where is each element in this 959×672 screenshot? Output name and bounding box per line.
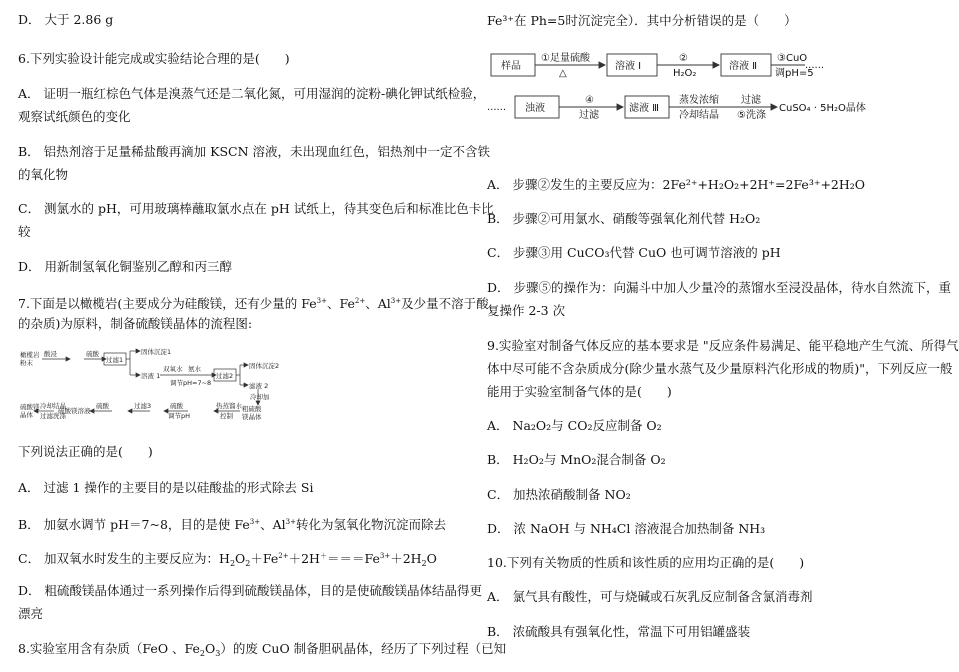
q7b-part2: 、Al bbox=[260, 517, 286, 532]
q9-option-a: A． Na₂O₂与 CO₂反应制备 O₂ bbox=[487, 418, 662, 433]
flow7-step-acid: 酸浸 bbox=[44, 350, 57, 358]
flow8-evap: 蒸发浓缩 bbox=[679, 95, 719, 106]
flow7-step-filter2: 过滤2 bbox=[216, 372, 234, 380]
q8-option-c: C． 步骤③用 CuCO₃代替 CuO 也可调节溶液的 pH bbox=[487, 245, 781, 260]
flow8-step4: ④ bbox=[585, 95, 594, 106]
q9-option-b: B． H₂O₂与 MnO₂混合制备 O₂ bbox=[487, 452, 666, 467]
q6-stem: 6.下列实验设计能完成或实验结论合理的是( ) bbox=[18, 51, 290, 66]
q9-stem-line1: 9.实验室对制备气体反应的基本要求是 "反应条件易满足、能平稳地产生气流、所得气 bbox=[487, 338, 959, 353]
sup-al3: 3+ bbox=[390, 297, 402, 305]
flow7-filtrate1: 溶液 1 bbox=[141, 372, 161, 380]
flow7-product-1: 硫酸镁 bbox=[20, 403, 40, 411]
flow7-adjust-ph: 调节pH=7~8 bbox=[170, 379, 212, 387]
flow7-hot-water: 热蒸馏水 bbox=[216, 402, 242, 410]
flow8-cool: 冷却结晶 bbox=[679, 110, 719, 121]
q7c-sub2: 2 bbox=[245, 559, 251, 568]
flow7-solid2: 固体沉淀2 bbox=[249, 362, 280, 370]
q7c-sup-fe2: 2+ bbox=[278, 552, 289, 560]
q9-stem-line3: 能用于实验室制备气体的是( ) bbox=[487, 384, 672, 399]
flow7-adjust-ph2: 调节pH bbox=[168, 412, 191, 420]
flow7-step-filter3: 过滤3 bbox=[134, 402, 152, 410]
flow7-cool-cryst: 冷却结晶 bbox=[40, 402, 66, 410]
q6-option-b-line2: 的氧化物 bbox=[18, 167, 69, 182]
flow7-step-filter1: 过滤1 bbox=[106, 356, 124, 364]
flow7-control: 控制 bbox=[220, 412, 233, 420]
q8-stem-sub1: 2 bbox=[199, 649, 206, 658]
flow7-raw-2: 粉末 bbox=[20, 359, 33, 367]
q7c-part6: ＋2H bbox=[390, 551, 422, 566]
q7-stem-part1: 7.下面是以橄榄岩(主要成分为硅酸镁，还有少量的 Fe bbox=[18, 296, 317, 311]
q7-option-d-line2: 漂亮 bbox=[18, 606, 44, 621]
q7b-part3: 转化为氢氧化物沉淀而除去 bbox=[295, 517, 446, 532]
flow8-precip: 浊液 bbox=[525, 103, 545, 114]
q7c-sup-h: ＋ bbox=[319, 552, 327, 560]
q6-option-a-line2: 观察试纸颜色的变化 bbox=[18, 109, 131, 124]
q7b-part1: B． 加氨水调节 pH＝7~8，目的是使 Fe bbox=[18, 517, 250, 532]
flow8-delta: △ bbox=[559, 68, 567, 79]
q10-option-b: B． 浓硫酸具有强氧化性，常温下可用铝罐盛装 bbox=[487, 624, 751, 639]
flow7-reagent-sulfuric: 硫酸 bbox=[86, 350, 99, 358]
flow7-reagent-ammonia: 氨水 bbox=[188, 365, 201, 373]
flow8-step3: ③CuO bbox=[777, 53, 808, 64]
q7-stem-part2: 、Fe bbox=[327, 296, 355, 311]
q7-option-b bbox=[18, 514, 446, 533]
q7-option-a: A． 过滤 1 操作的主要目的是以硅酸盐的形式除去 Si bbox=[18, 480, 314, 495]
q7-stem-part4: 及少量不溶于酸 bbox=[401, 296, 489, 311]
q7-ask: 下列说法正确的是( ) bbox=[18, 444, 153, 459]
flow8-soln1: 溶液 Ⅰ bbox=[615, 61, 642, 72]
q7b-sup-fe3: 3+ bbox=[249, 518, 261, 526]
q6-option-b-line1: B． 铝热剂溶于足量稀盐酸再滴加 KSCN 溶液，未出现血红色，铝热剂中一定不含铁 bbox=[18, 144, 491, 159]
flow8-filter2: 过滤 bbox=[741, 95, 761, 106]
flow7-crude: 粗硫酸 bbox=[242, 405, 262, 413]
flow7-raw-1: 橄榄岩 bbox=[20, 351, 40, 359]
q9-stem-line2: 体中尽可能不含杂质成分(除少量水蒸气及少量原料汽化形成的物质)"，下列反应一般 bbox=[487, 361, 953, 376]
flow8-dots-top: ...... bbox=[805, 60, 825, 71]
flow7-filtrate2: 滤液 2 bbox=[249, 382, 269, 390]
flow7-cool: 冷却加 bbox=[250, 393, 270, 401]
q8-stem-part2: O bbox=[205, 641, 216, 656]
flow8-sample: 样品 bbox=[501, 61, 521, 72]
q7c-part7: O bbox=[426, 551, 437, 566]
q5-option-d: D． 大于 2.86 g bbox=[18, 12, 114, 27]
q8-stem-part1: 8.实验室用含有杂质（FeO 、Fe bbox=[18, 641, 200, 656]
flow8-ph5: 调pH=5 bbox=[775, 68, 814, 79]
q7-option-c bbox=[18, 548, 437, 572]
flow8-wash: ⑤洗涤 bbox=[737, 110, 766, 121]
flow7-reagent-sulfuric2: 硫酸 bbox=[96, 402, 109, 410]
q9-option-d: D． 浓 NaOH 与 NH₄Cl 溶液混合加热制备 NH₃ bbox=[487, 521, 766, 536]
q7-stem-line1 bbox=[18, 293, 489, 312]
flow7-svg bbox=[18, 347, 280, 427]
q8-option-a: A． 步骤②发生的主要反应为：2Fe²⁺+H₂O₂+2H⁺=2Fe³⁺+2H₂O bbox=[487, 177, 866, 192]
flow7-mgso4-soln: 硫酸镁溶液 bbox=[58, 407, 91, 415]
flow7-filter-wash: 过滤洗涤 bbox=[40, 412, 66, 420]
q8-flow-diagram bbox=[487, 48, 866, 128]
q7c-sub3: 2 bbox=[421, 559, 427, 568]
q6-option-c-line2: 较 bbox=[18, 224, 31, 239]
q10-stem: 10.下列有关物质的性质和该性质的应用均正确的是( ) bbox=[487, 555, 805, 570]
q7-flow-diagram bbox=[18, 347, 280, 427]
q7c-part1: C． 加双氧水时发生的主要反应为：H bbox=[18, 551, 230, 566]
q7c-sub1: 2 bbox=[229, 559, 236, 568]
flow8-h2o2: H₂O₂ bbox=[673, 68, 697, 79]
flow8-dots-bottom: ...... bbox=[487, 102, 507, 113]
flow7-product-2: 晶体 bbox=[20, 411, 33, 419]
q7-stem-part3: 、Al bbox=[365, 296, 391, 311]
flow8-filter: 过滤 bbox=[579, 110, 599, 121]
q7-stem-line2: 的杂质)为原料，制备硫酸镁晶体的流程图: bbox=[18, 316, 253, 331]
flow7-sulfuric3: 硫酸 bbox=[170, 402, 183, 410]
flow8-soln2: 溶液 Ⅱ bbox=[729, 61, 758, 72]
q7c-sup-fe3: 3+ bbox=[379, 552, 391, 560]
q8-stem-sub2: 3 bbox=[215, 649, 221, 658]
q7c-part3: ＋Fe bbox=[250, 551, 279, 566]
q6-option-c-line1: C． 测氯水的 pH，可用玻璃棒蘸取氯水点在 pH 试纸上，待其变色后和标准比色卡比 bbox=[18, 201, 494, 216]
q6-option-d: D． 用新制氢氧化铜鉴别乙醇和丙三醇 bbox=[18, 259, 232, 274]
flow8-step1: ①足量硫酸 bbox=[541, 53, 590, 64]
q7c-part4: ＋2H bbox=[288, 551, 320, 566]
q8-option-b: B． 步骤②可用氯水、硝酸等强氧化剂代替 H₂O₂ bbox=[487, 211, 761, 226]
q9-option-c: C． 加热浓硝酸制备 NO₂ bbox=[487, 487, 631, 502]
q8-option-d-line2: 复操作 2-3 次 bbox=[487, 303, 566, 318]
sup-fe2: 2+ bbox=[354, 297, 366, 305]
q7c-part2: O bbox=[235, 551, 246, 566]
flow7-solid1: 固体沉淀1 bbox=[141, 348, 172, 356]
q8-option-d-line1: D． 步骤⑤的操作为：向漏斗中加人少量冷的蒸馏水至浸没晶体，待水自然流下，重 bbox=[487, 280, 951, 295]
flow8-filtrate3: 滤液 Ⅲ bbox=[629, 103, 660, 114]
q10-option-a: A． 氯气具有酸性，可与烧碱或石灰乳反应制备含氯消毒剂 bbox=[487, 589, 813, 604]
sup-fe3: 3+ bbox=[316, 297, 327, 305]
q8-stem-line1 bbox=[18, 641, 506, 662]
flow8-svg bbox=[487, 48, 866, 128]
q8-stem-line2: Fe³⁺在 Ph=5时沉淀完全）．其中分析错误的是（ ） bbox=[487, 13, 797, 28]
flow8-step2: ② bbox=[679, 53, 688, 64]
q7c-part5: ＝＝＝Fe bbox=[326, 551, 380, 566]
flow7-reagent-h2o2: 双氧水 bbox=[163, 365, 183, 373]
q7b-sup-al3: 3+ bbox=[285, 518, 296, 526]
q8-stem-part3: ）的废 CuO 制备胆矾晶体，经历了下列过程（已知 bbox=[220, 641, 507, 656]
flow8-product: CuSO₄ · 5H₂O晶体 bbox=[779, 103, 866, 114]
flow7-crude-2: 镁晶体 bbox=[242, 413, 262, 421]
q7-option-d-line1: D． 粗硫酸镁晶体通过一系列操作后得到硫酸镁晶体，目的是使硫酸镁晶体结晶得更 bbox=[18, 583, 482, 598]
q6-option-a-line1: A． 证明一瓶红棕色气体是溴蒸气还是二氧化氮，可用湿润的淀粉-碘化钾试纸检验， bbox=[18, 86, 486, 101]
